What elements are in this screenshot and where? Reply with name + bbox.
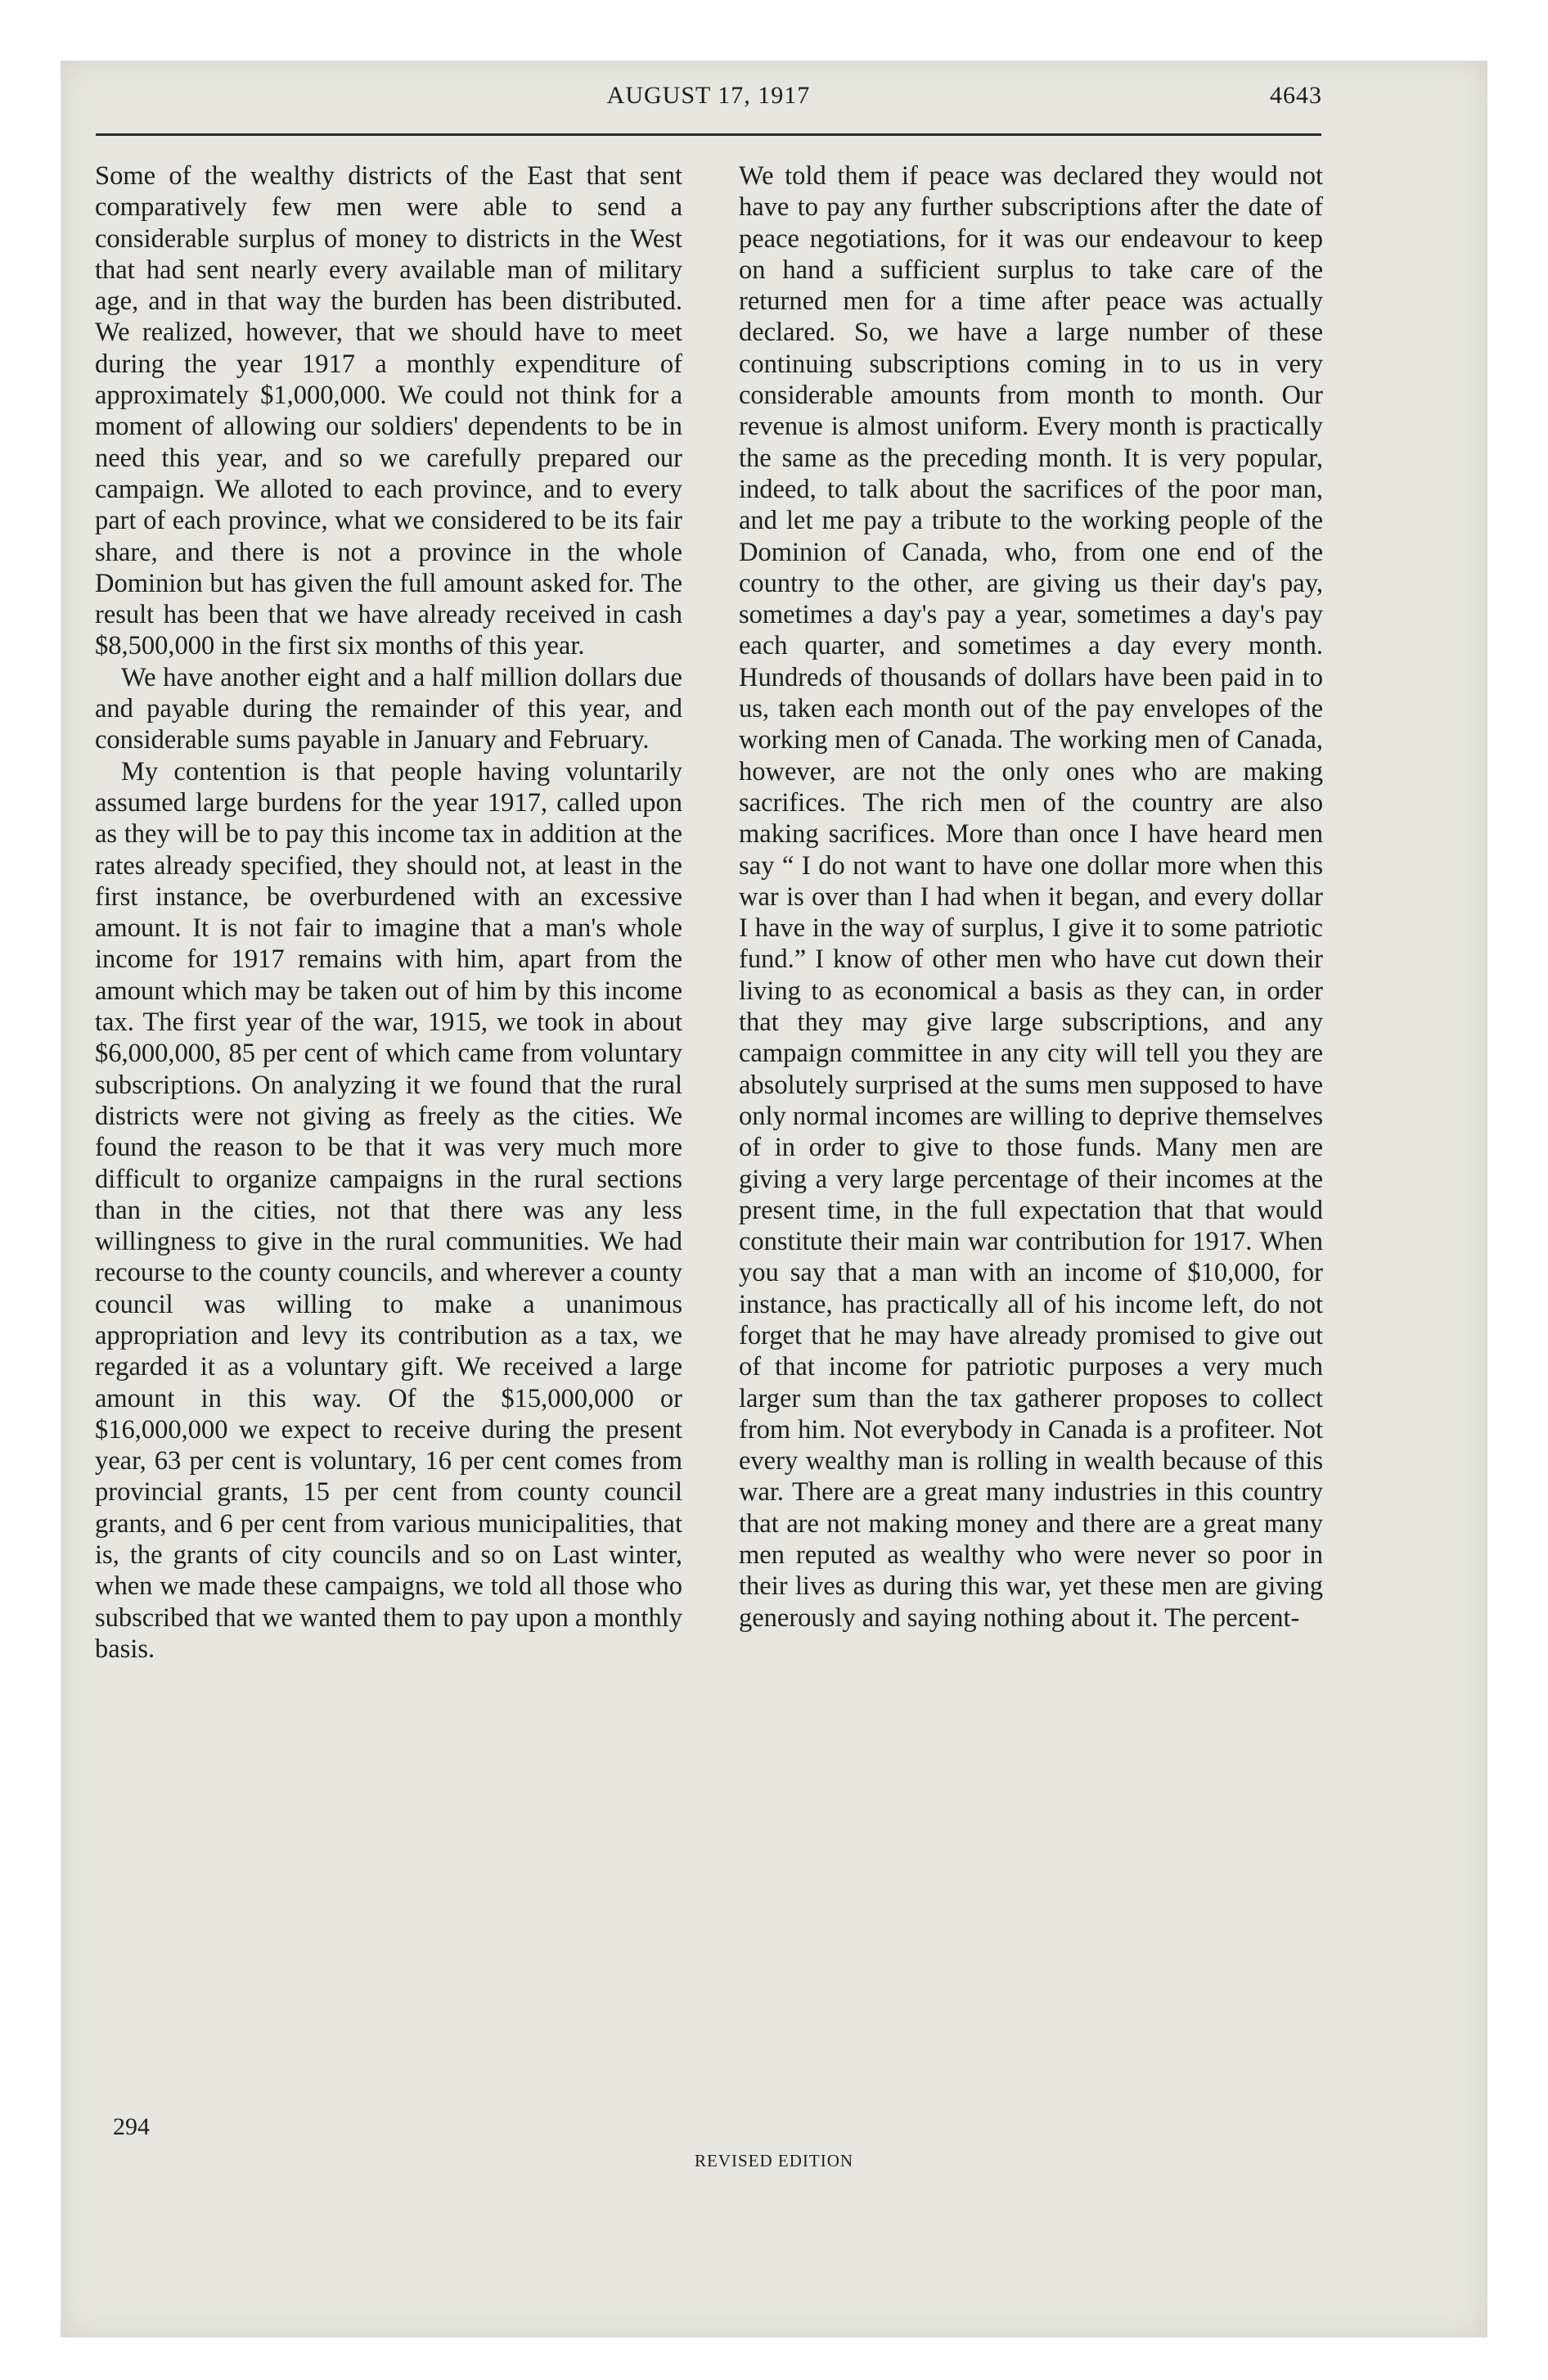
header-date: AUGUST 17, 1917 — [606, 82, 811, 109]
left-paragraph-2: We have another eight and a half million dollars due and payable during the remainder of this year, and considerable sums payable in January and February. — [95, 662, 682, 755]
left-paragraph-1: Some of the wealthy districts of the East that sent comparatively few men were able to send a considerable surplus of money to districts in the West that had sent nearly every available man of military age, and in that way the burden has been distributed. We realized, however, that we should have to meet during the year 1917 a monthly expenditure of approximately $1,000,000. We could not think for a moment of allowing our soldiers' dependents to be in need this year, and so we carefully prepared our campaign. We alloted to each province, and to every part of each province, what we considered to be its fair share, and there is not a province in the whole Dominion but has given the full amount asked for. The result has been that we have already received in cash $8,500,000 in the first six months of this year. — [95, 161, 682, 661]
right-column — [739, 160, 1323, 1634]
page-header — [95, 75, 1322, 116]
right-paragraph-1: We told them if peace was declared they would not have to pay any further subscriptions after the date of peace negotiations, for it was our endeavour to keep on hand a sufficient surplus to take care of the returned men for a time after peace was actually declared. So, we have a large number of these continuing subscriptions coming in to us in very considerable amounts from month to month. Our revenue is almost uniform. Every month is practically the same as the preceding month. It is very popular, indeed, to talk about the sacrifices of the poor man, and let me pay a tribute to the working people of the Dominion of Canada, who, from one end of the country to the other, are giving us their day's pay, sometimes a day's pay a year, sometimes a day's pay each quarter, and sometimes a day every month. Hundreds of thousands of dollars have been paid in to us, taken each month out of the pay envelopes of the working men of Canada. The working men of Canada, however, are not the only ones who are making sacrifices. The rich men of the country are also making sacrifices. More than once I have heard men say “ I do not want to have one dollar more when this war is over than I had when it began, and every dollar I have in the way of surplus, I give it to some patriotic fund.” I know of other men who have cut down their living to as economical a basis as they can, in order that they may give large subscriptions, and any campaign committee in any city will tell you they are absolutely surprised at the sums men supposed to have only normal incomes are willing to deprive themselves of in order to give to those funds. Many men are giving a very large percentage of their incomes at the present time, in the full expectation that that would constitute their main war contribution for 1917. When you say that a man with an income of $10,000, for instance, has practically all of his income left, do not forget that he may have already promised to give out of that income for patriotic purposes a very much larger sum than the tax gatherer proposes to collect from him. Not everybody in Canada is a profiteer. Not every wealthy man is rolling in wealth because of this war. There are a great many industries in this country that are not making money and there are a great many men reputed as wealthy who were never so poor in their lives as during this war, yet these men are giving generously and saying nothing about it. The percent- — [739, 161, 1323, 1633]
footer-edition: REVISED EDITION — [694, 2151, 854, 2170]
header-rule — [96, 133, 1321, 136]
left-column — [95, 160, 682, 1665]
page-number-bottom: 294 — [113, 2113, 150, 2140]
header-page-number: 4643 — [1270, 82, 1322, 109]
left-paragraph-3: My contention is that people having voluntarily assumed large burdens for the year 1917, called upon as they will be to pay this income tax in addition at the rates already specified, they should not, at least in the first instance, be overburdened with an excessive amount. It is not fair to imagine that a man's whole income for 1917 remains with him, apart from the amount which may be taken out of him by this income tax. The first year of the war, 1915, we took in about $6,000,000, 85 per cent of which came from voluntary subscriptions. On analyzing it we found that the rural districts were not giving as freely as the cities. We found the reason to be that it was very much more difficult to organize campaigns in the rural sections than in the cities, not that there was any less willingness to give in the rural communities. We had recourse to the county councils, and wherever a county council was willing to make a unanimous appropriation and levy its contribution as a tax, we regarded it as a voluntary gift. We received a large amount in this way. Of the $15,000,000 or $16,000,000 we expect to receive during the present year, 63 per cent is voluntary, 16 per cent comes from provincial grants, 15 per cent from county council grants, and 6 per cent from various municipalities, that is, the grants of city councils and so on Last winter, when we made these campaigns, we told all those who subscribed that we wanted them to pay upon a monthly basis. — [95, 756, 682, 1664]
